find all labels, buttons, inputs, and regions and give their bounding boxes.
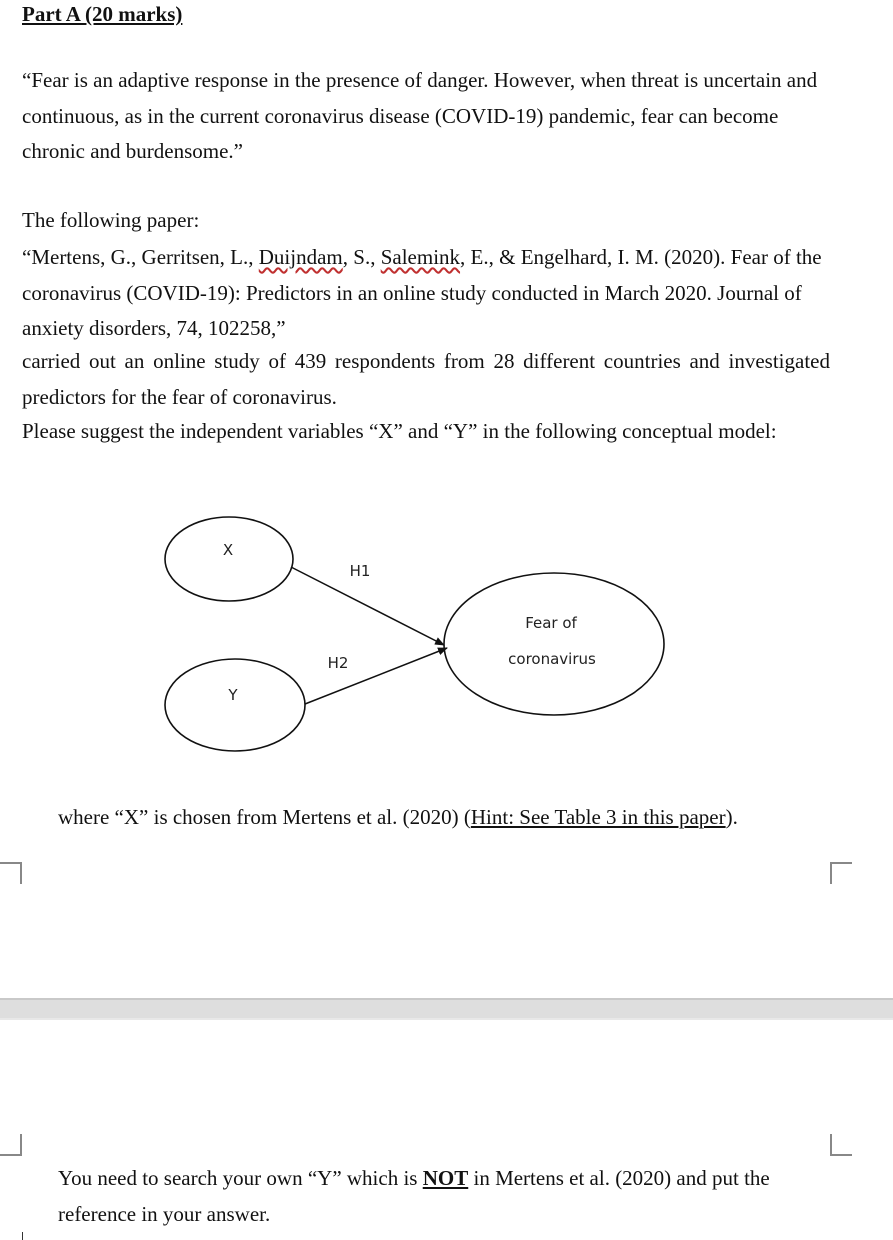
paper-intro: The following paper: — [22, 208, 200, 232]
study-paragraph: carried out an online study of 439 respondents from 28 different countries and investigated predictors for the fear of coronavirus. — [22, 349, 830, 409]
not-emphasis: NOT — [422, 1166, 469, 1190]
final-instruction — [58, 1160, 838, 1232]
citation-part3: , E., & Engelhard, I. M. (2020). Fear of the coronavirus (COVID-19): Predictors in an online study conducted in March 2020. Journal of anxiety disorders, 74, 102258,” — [22, 245, 822, 340]
caption-before: where “X” is chosen from Mertens et al. (2020) ( — [58, 805, 471, 829]
outcome-ellipse — [444, 573, 664, 715]
question-paragraph: Please suggest the independent variables “X” and “Y” in the following conceptual model: — [22, 419, 777, 443]
citation-part2: , S., — [342, 245, 381, 269]
crop-mark-bottom-right — [830, 862, 852, 884]
caption-after: ). — [725, 805, 738, 829]
h2-label: H2 — [327, 654, 349, 672]
crop-mark-top-left — [0, 1134, 22, 1156]
h2-arrow — [305, 648, 447, 704]
final-after: in Mertens et al. (2020) and put the reference in your answer. — [58, 1166, 770, 1226]
author-duijndam: Duijndam — [258, 245, 343, 269]
outcome-label-line2: coronavirus — [508, 650, 596, 668]
diagram-caption — [58, 800, 738, 835]
hint-link[interactable]: Hint: See Table 3 in this paper — [470, 805, 726, 829]
text-cursor — [22, 1232, 23, 1240]
x-label: X — [222, 541, 234, 559]
citation-part1: “Mertens, G., Gerritsen, L., — [22, 245, 259, 269]
final-before: You need to search your own “Y” which is — [58, 1166, 423, 1190]
y-ellipse — [165, 659, 305, 751]
crop-mark-bottom-left — [0, 862, 22, 884]
outcome-label-line1: Fear of — [525, 614, 577, 632]
conceptual-model-diagram — [0, 490, 893, 780]
quote-paragraph: “Fear is an adaptive response in the presence of danger. However, when threat is uncertain and continuous, as in the current coronavirus disease (COVID-19) pandemic, fear can become chronic and burdensome.” — [22, 68, 818, 163]
h1-label: H1 — [349, 562, 371, 580]
y-label: Y — [228, 686, 238, 704]
part-heading: Part A (20 marks) — [22, 2, 183, 26]
author-salemink: Salemink — [380, 245, 461, 269]
page-break-gap — [0, 998, 893, 1020]
x-ellipse — [165, 517, 293, 601]
citation-paragraph — [22, 240, 830, 347]
crop-mark-top-right — [830, 1134, 852, 1156]
